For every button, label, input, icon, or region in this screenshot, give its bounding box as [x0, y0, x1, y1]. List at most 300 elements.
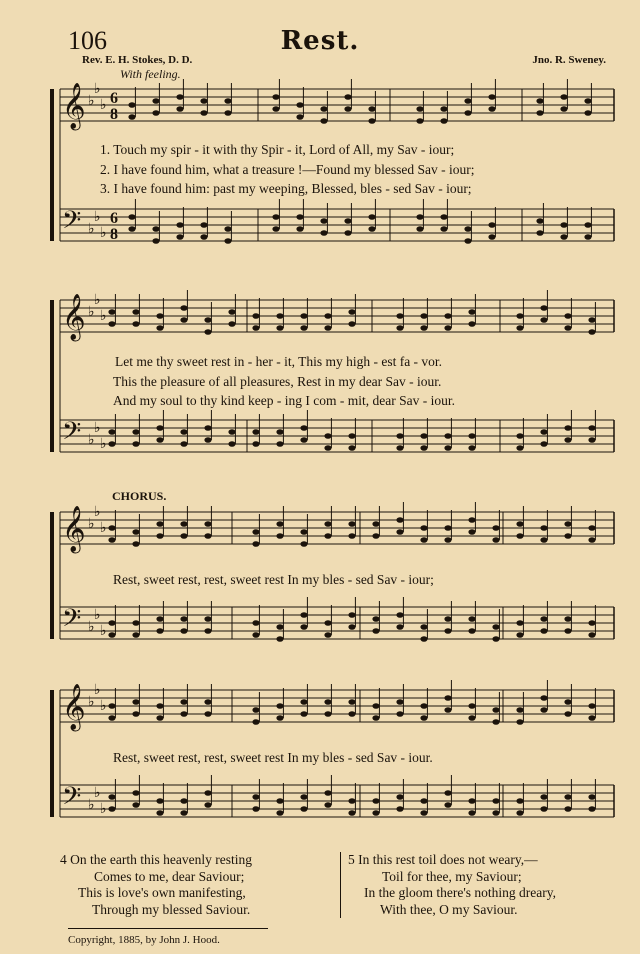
note-head	[344, 106, 351, 112]
note-head	[156, 616, 163, 622]
note-head	[420, 525, 427, 531]
note-head	[204, 437, 211, 443]
note-head	[156, 521, 163, 527]
note-head	[180, 305, 187, 311]
flat-sign: ♭	[94, 683, 101, 698]
note-head	[420, 715, 427, 721]
stanza-4-line: 4 On the earth this heavenly resting	[60, 852, 252, 867]
note-head	[128, 214, 135, 220]
time-signature-bottom: 8	[110, 106, 118, 123]
note-head	[180, 810, 187, 816]
note-head	[252, 707, 259, 713]
note-head	[588, 715, 595, 721]
note-head	[444, 525, 451, 531]
note-head	[516, 798, 523, 804]
note-head	[536, 230, 543, 236]
note-head	[300, 711, 307, 717]
note-head	[588, 620, 595, 626]
note-head	[204, 699, 211, 705]
note-head	[368, 214, 375, 220]
note-head	[132, 529, 139, 535]
note-head	[468, 517, 475, 523]
flat-sign: ♭	[100, 309, 107, 324]
note-head	[204, 329, 211, 335]
note-head	[344, 230, 351, 236]
note-head	[272, 106, 279, 112]
note-head	[276, 715, 283, 721]
note-head	[588, 703, 595, 709]
verse-1-line-2: Let me thy sweet rest in - her - it, This my high - est fa - vor.	[115, 354, 443, 369]
note-head	[228, 429, 235, 435]
note-head	[468, 445, 475, 451]
note-head	[320, 218, 327, 224]
note-head	[564, 616, 571, 622]
note-head	[348, 433, 355, 439]
flat-sign: ♭	[100, 521, 107, 536]
chorus-line-2: Rest, sweet rest, rest, sweet rest In my bles - sed Sav - iour.	[113, 750, 433, 765]
note-head	[228, 309, 235, 315]
note-head	[372, 703, 379, 709]
note-head	[204, 790, 211, 796]
note-head	[396, 699, 403, 705]
flat-sign: ♭	[88, 620, 95, 635]
note-head	[156, 715, 163, 721]
note-head	[560, 234, 567, 240]
note-head	[564, 533, 571, 539]
note-head	[300, 529, 307, 535]
note-head	[324, 533, 331, 539]
verse-3-line-2: And my soul to thy kind keep - ing I com - mit, dear Sav - iour.	[113, 393, 455, 408]
note-head	[180, 711, 187, 717]
page-number: 106	[68, 26, 107, 55]
note-head	[348, 521, 355, 527]
stanza-5	[348, 852, 556, 918]
stanza-5-line: 5 In this rest toil does not weary,—	[348, 852, 538, 867]
note-head	[108, 632, 115, 638]
treble-clef: 𝄞	[62, 684, 86, 730]
verse-3-line-1: 3. I have found him: past my weeping, Blessed, bles - sed Sav - iour;	[100, 181, 472, 196]
flat-sign: ♭	[88, 94, 95, 109]
note-head	[204, 802, 211, 808]
note-head	[276, 325, 283, 331]
note-head	[396, 806, 403, 812]
note-head	[300, 699, 307, 705]
note-head	[444, 790, 451, 796]
note-head	[348, 533, 355, 539]
note-head	[368, 226, 375, 232]
flat-sign: ♭	[88, 305, 95, 320]
note-head	[516, 620, 523, 626]
note-head	[564, 699, 571, 705]
note-head	[108, 715, 115, 721]
note-head	[108, 429, 115, 435]
stanza-4-line: Comes to me, dear Saviour;	[94, 868, 245, 884]
bass-clef: 𝄢	[62, 604, 82, 639]
note-head	[108, 703, 115, 709]
note-head	[416, 118, 423, 124]
note-head	[300, 425, 307, 431]
note-head	[468, 798, 475, 804]
note-head	[588, 437, 595, 443]
note-head	[488, 106, 495, 112]
note-head	[156, 628, 163, 634]
note-head	[128, 226, 135, 232]
note-head	[176, 222, 183, 228]
note-head	[536, 98, 543, 104]
flat-sign: ♭	[100, 226, 107, 241]
note-head	[276, 521, 283, 527]
note-head	[224, 110, 231, 116]
note-head	[468, 616, 475, 622]
flat-sign: ♭	[100, 98, 107, 113]
note-head	[152, 98, 159, 104]
verse-1-line-1: 1. Touch my spir - it with thy Spir - it, Lord of All, my Sav - iour;	[100, 142, 455, 157]
verse-2-line-2: This the pleasure of all pleasures, Rest in my dear Sav - iour.	[113, 374, 442, 389]
note-head	[276, 798, 283, 804]
copyright-notice: Copyright, 1885, by John J. Hood.	[68, 934, 220, 946]
note-head	[536, 218, 543, 224]
note-head	[156, 533, 163, 539]
note-head	[204, 628, 211, 634]
note-head	[396, 433, 403, 439]
note-head	[368, 118, 375, 124]
note-head	[444, 445, 451, 451]
note-head	[348, 321, 355, 327]
note-head	[420, 325, 427, 331]
note-head	[180, 533, 187, 539]
flat-sign: ♭	[100, 699, 107, 714]
note-head	[564, 437, 571, 443]
note-head	[180, 317, 187, 323]
note-head	[560, 94, 567, 100]
note-head	[468, 529, 475, 535]
note-head	[540, 305, 547, 311]
note-head	[324, 313, 331, 319]
note-head	[420, 624, 427, 630]
note-head	[348, 309, 355, 315]
note-head	[564, 425, 571, 431]
note-head	[204, 521, 211, 527]
note-head	[564, 628, 571, 634]
note-head	[348, 699, 355, 705]
note-head	[420, 313, 427, 319]
note-head	[396, 445, 403, 451]
flat-sign: ♭	[94, 608, 101, 623]
note-head	[204, 616, 211, 622]
flat-sign: ♭	[88, 695, 95, 710]
note-head	[348, 445, 355, 451]
note-head	[560, 106, 567, 112]
composer-credit: Jno. R. Sweney.	[532, 54, 606, 66]
note-head	[108, 309, 115, 315]
note-head	[396, 517, 403, 523]
note-head	[152, 110, 159, 116]
note-head	[108, 806, 115, 812]
note-head	[132, 802, 139, 808]
note-head	[372, 521, 379, 527]
note-head	[516, 521, 523, 527]
note-head	[276, 533, 283, 539]
note-head	[492, 798, 499, 804]
note-head	[516, 533, 523, 539]
note-head	[156, 325, 163, 331]
note-head	[540, 441, 547, 447]
note-head	[108, 537, 115, 543]
flat-sign: ♭	[88, 517, 95, 532]
note-head	[272, 94, 279, 100]
note-head	[132, 699, 139, 705]
note-head	[588, 425, 595, 431]
note-head	[324, 521, 331, 527]
note-head	[300, 806, 307, 812]
note-head	[516, 445, 523, 451]
note-head	[584, 222, 591, 228]
note-head	[564, 313, 571, 319]
note-head	[200, 98, 207, 104]
note-head	[324, 620, 331, 626]
flat-sign: ♭	[94, 421, 101, 436]
note-head	[276, 313, 283, 319]
note-head	[396, 794, 403, 800]
note-head	[252, 541, 259, 547]
note-head	[444, 313, 451, 319]
note-head	[276, 810, 283, 816]
note-head	[488, 234, 495, 240]
note-head	[204, 533, 211, 539]
note-head	[152, 238, 159, 244]
stanza-4-line: This is love's own manifesting,	[78, 885, 246, 900]
note-head	[348, 624, 355, 630]
note-head	[180, 699, 187, 705]
note-head	[488, 94, 495, 100]
note-head	[128, 102, 135, 108]
chorus-line-1: Rest, sweet rest, rest, sweet rest In my bles - sed Sav - iour;	[113, 572, 434, 587]
note-head	[156, 425, 163, 431]
note-head	[516, 719, 523, 725]
treble-clef: 𝄞	[62, 294, 86, 340]
note-head	[176, 94, 183, 100]
note-head	[348, 798, 355, 804]
note-head	[420, 636, 427, 642]
note-head	[180, 628, 187, 634]
note-head	[588, 806, 595, 812]
note-head	[252, 806, 259, 812]
time-signature-top: 6	[110, 90, 118, 107]
treble-clef: 𝄞	[62, 506, 86, 552]
note-head	[204, 425, 211, 431]
note-head	[516, 325, 523, 331]
chorus-label: CHORUS.	[112, 489, 167, 503]
time-signature-top: 6	[110, 210, 118, 227]
note-head	[540, 525, 547, 531]
note-head	[108, 441, 115, 447]
flat-sign: ♭	[94, 293, 101, 308]
stanza-divider	[340, 852, 341, 918]
note-head	[272, 214, 279, 220]
note-head	[372, 810, 379, 816]
note-head	[492, 537, 499, 543]
flat-sign: ♭	[94, 505, 101, 520]
note-head	[324, 433, 331, 439]
note-head	[348, 612, 355, 618]
flat-sign: ♭	[100, 624, 107, 639]
note-head	[488, 222, 495, 228]
note-head	[180, 441, 187, 447]
note-head	[540, 537, 547, 543]
note-head	[296, 114, 303, 120]
note-head	[372, 616, 379, 622]
note-head	[540, 628, 547, 634]
note-head	[132, 620, 139, 626]
note-head	[588, 632, 595, 638]
flat-sign: ♭	[100, 802, 107, 817]
note-head	[324, 699, 331, 705]
note-head	[132, 541, 139, 547]
note-head	[416, 214, 423, 220]
note-head	[440, 118, 447, 124]
note-head	[296, 102, 303, 108]
note-head	[588, 537, 595, 543]
note-head	[252, 794, 259, 800]
note-head	[584, 110, 591, 116]
note-head	[420, 798, 427, 804]
note-head	[444, 802, 451, 808]
note-head	[468, 703, 475, 709]
note-head	[440, 226, 447, 232]
note-head	[492, 624, 499, 630]
note-head	[180, 429, 187, 435]
note-head	[276, 624, 283, 630]
note-head	[320, 106, 327, 112]
note-head	[180, 616, 187, 622]
note-head	[300, 437, 307, 443]
note-head	[300, 541, 307, 547]
note-head	[372, 628, 379, 634]
note-head	[300, 313, 307, 319]
note-head	[180, 521, 187, 527]
note-head	[108, 525, 115, 531]
note-head	[344, 218, 351, 224]
note-head	[516, 810, 523, 816]
note-head	[444, 707, 451, 713]
note-head	[372, 533, 379, 539]
note-head	[396, 711, 403, 717]
note-head	[132, 632, 139, 638]
note-head	[252, 620, 259, 626]
note-head	[200, 222, 207, 228]
note-head	[468, 628, 475, 634]
note-head	[156, 810, 163, 816]
note-head	[300, 624, 307, 630]
bass-clef: 𝄢	[62, 782, 82, 817]
note-head	[440, 214, 447, 220]
note-head	[396, 612, 403, 618]
note-head	[540, 317, 547, 323]
note-head	[224, 226, 231, 232]
note-head	[444, 695, 451, 701]
note-head	[132, 790, 139, 796]
stanza-4	[60, 852, 252, 918]
note-head	[516, 707, 523, 713]
flat-sign: ♭	[88, 222, 95, 237]
note-head	[276, 703, 283, 709]
note-head	[320, 230, 327, 236]
note-head	[444, 628, 451, 634]
note-head	[132, 429, 139, 435]
note-head	[540, 806, 547, 812]
note-head	[468, 309, 475, 315]
note-head	[588, 329, 595, 335]
note-head	[252, 313, 259, 319]
note-head	[156, 313, 163, 319]
note-head	[396, 529, 403, 535]
verse-2-line-1: 2. I have found him, what a treasure !—Found my blessed Sav - iour;	[100, 162, 475, 177]
note-head	[272, 226, 279, 232]
note-head	[440, 106, 447, 112]
note-head	[132, 441, 139, 447]
note-head	[492, 525, 499, 531]
note-head	[516, 313, 523, 319]
note-head	[468, 321, 475, 327]
note-head	[464, 110, 471, 116]
bass-clef: 𝄢	[62, 417, 82, 452]
note-head	[588, 794, 595, 800]
note-head	[492, 636, 499, 642]
note-head	[444, 537, 451, 543]
note-head	[564, 794, 571, 800]
note-head	[344, 94, 351, 100]
note-head	[132, 309, 139, 315]
note-head	[588, 317, 595, 323]
note-head	[324, 325, 331, 331]
note-head	[152, 226, 159, 232]
flat-sign: ♭	[94, 82, 101, 97]
note-head	[468, 810, 475, 816]
note-head	[420, 537, 427, 543]
flat-sign: ♭	[94, 786, 101, 801]
note-head	[396, 313, 403, 319]
note-head	[252, 529, 259, 535]
note-head	[324, 802, 331, 808]
note-head	[540, 707, 547, 713]
note-head	[468, 715, 475, 721]
note-head	[540, 616, 547, 622]
stanza-4-line: Through my blessed Saviour.	[92, 901, 251, 917]
copyright-rule	[68, 928, 268, 929]
note-head	[464, 238, 471, 244]
note-head	[368, 106, 375, 112]
flat-sign: ♭	[100, 437, 107, 452]
note-head	[540, 794, 547, 800]
note-head	[564, 325, 571, 331]
stanza-5-line: With thee, O my Saviour.	[380, 901, 518, 917]
note-head	[492, 707, 499, 713]
note-head	[324, 711, 331, 717]
note-head	[516, 632, 523, 638]
note-head	[372, 798, 379, 804]
note-head	[372, 715, 379, 721]
note-head	[276, 636, 283, 642]
note-head	[324, 445, 331, 451]
note-head	[320, 118, 327, 124]
note-head	[416, 226, 423, 232]
note-head	[176, 234, 183, 240]
note-head	[584, 234, 591, 240]
note-head	[204, 317, 211, 323]
note-head	[564, 521, 571, 527]
note-head	[348, 711, 355, 717]
note-head	[228, 441, 235, 447]
